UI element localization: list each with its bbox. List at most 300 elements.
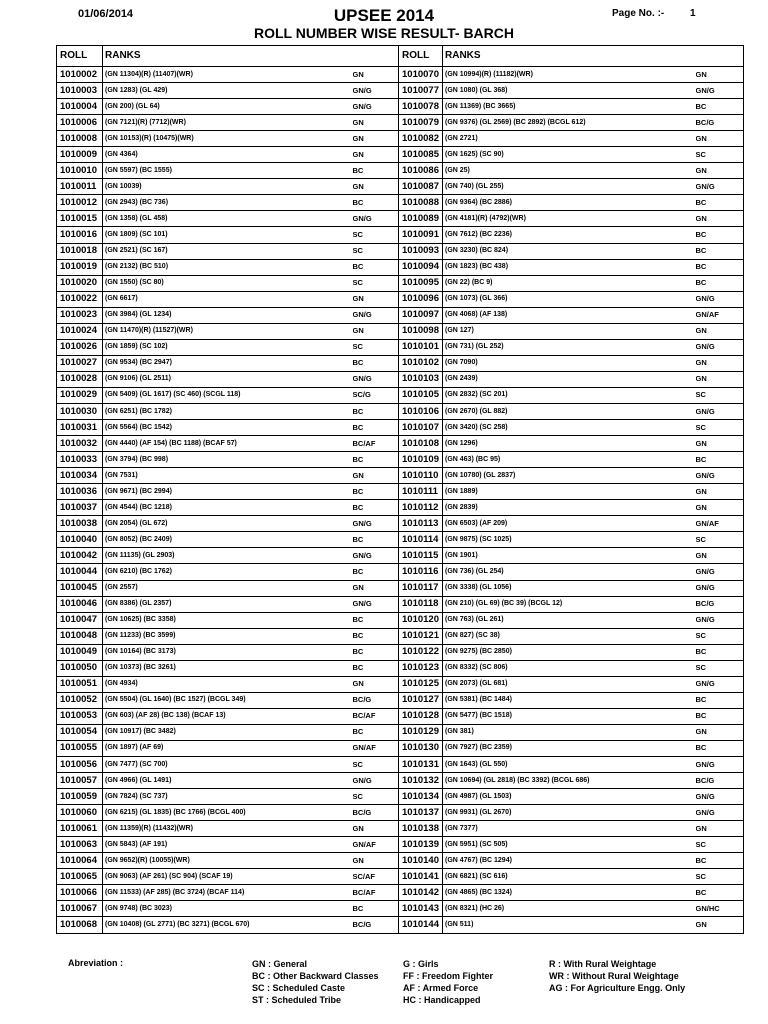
table-row xyxy=(57,307,399,323)
abbreviation-item: AG : For Agriculture Engg. Only xyxy=(549,983,686,993)
roll-column-header: ROLL xyxy=(399,46,443,67)
table-row xyxy=(399,163,744,179)
roll-number: 1010048 xyxy=(57,628,103,644)
rank-details: (GN 2670) (GL 882) xyxy=(443,403,696,419)
category: GN xyxy=(353,676,399,692)
category: BC xyxy=(696,708,744,724)
roll-number: 1010056 xyxy=(57,757,103,773)
rank-details: (GN 6251) (BC 1782) xyxy=(103,403,353,419)
rank-details: (GN 2132) (BC 510) xyxy=(103,259,353,275)
abbreviation-item: WR : Without Rural Weightage xyxy=(549,971,679,981)
category: BC xyxy=(696,692,744,708)
table-row xyxy=(57,708,399,724)
roll-number: 1010054 xyxy=(57,724,103,740)
table-row xyxy=(399,387,744,403)
rank-details: (GN 3420) (SC 258) xyxy=(443,420,696,436)
roll-number: 1010004 xyxy=(57,99,103,115)
roll-number: 1010082 xyxy=(399,131,443,147)
roll-number: 1010011 xyxy=(57,179,103,195)
table-row xyxy=(57,612,399,628)
category: GN xyxy=(353,179,399,195)
rank-details: (GN 4767) (BC 1294) xyxy=(443,853,696,869)
category: SC xyxy=(696,869,744,885)
category: GN/G xyxy=(696,676,744,692)
table-row xyxy=(399,869,744,885)
table-row xyxy=(57,660,399,676)
rank-details: (GN 9063) (AF 261) (SC 904) (SCAF 19) xyxy=(103,869,353,885)
rank-details: (GN 7377) xyxy=(443,821,696,837)
table-row xyxy=(399,307,744,323)
rank-details: (GN 10994)(R) (11182)(WR) xyxy=(443,67,696,83)
category: GN/G xyxy=(353,371,399,387)
roll-number: 1010042 xyxy=(57,548,103,564)
category: BC/AF xyxy=(353,885,399,901)
roll-number: 1010143 xyxy=(399,901,443,917)
roll-number: 1010012 xyxy=(57,195,103,211)
rank-details: (GN 4068) (AF 138) xyxy=(443,307,696,323)
category: GN xyxy=(353,131,399,147)
table-row xyxy=(399,179,744,195)
table-row xyxy=(399,115,744,131)
table-row xyxy=(57,821,399,837)
roll-number: 1010108 xyxy=(399,436,443,452)
category: GN xyxy=(696,323,744,339)
category: BC xyxy=(696,259,744,275)
roll-number: 1010015 xyxy=(57,211,103,227)
category: BC xyxy=(696,452,744,468)
rank-details: (GN 200) (GL 64) xyxy=(103,99,353,115)
table-row xyxy=(399,837,744,853)
category: GN/G xyxy=(353,548,399,564)
rank-details: (GN 2832) (SC 201) xyxy=(443,387,696,403)
roll-number: 1010141 xyxy=(399,869,443,885)
abbreviation-item: R : With Rural Weightage xyxy=(549,959,657,969)
category: BC/AF xyxy=(353,436,399,452)
table-row xyxy=(57,757,399,773)
category: GN/G xyxy=(353,307,399,323)
roll-number: 1010064 xyxy=(57,853,103,869)
table-row xyxy=(57,740,399,756)
rank-details: (GN 2839) xyxy=(443,500,696,516)
roll-number: 1010023 xyxy=(57,307,103,323)
roll-number: 1010088 xyxy=(399,195,443,211)
category: BC/AF xyxy=(353,708,399,724)
roll-number: 1010068 xyxy=(57,917,103,933)
category: GN xyxy=(696,67,744,83)
table-row xyxy=(57,323,399,339)
table-row xyxy=(57,516,399,532)
table-row xyxy=(399,917,744,933)
table-row xyxy=(57,853,399,869)
ranks-column-header: RANKS xyxy=(443,46,696,67)
table-row xyxy=(399,291,744,307)
roll-number: 1010105 xyxy=(399,387,443,403)
roll-number: 1010055 xyxy=(57,740,103,756)
table-row xyxy=(399,67,744,83)
category: BC xyxy=(696,227,744,243)
table-row xyxy=(399,259,744,275)
rank-details: (GN 736) (GL 254) xyxy=(443,564,696,580)
roll-column-header: ROLL xyxy=(57,46,103,67)
rank-details: (GN 10164) (BC 3173) xyxy=(103,644,353,660)
table-row xyxy=(57,596,399,612)
table-row xyxy=(57,275,399,291)
rank-details: (GN 22) (BC 9) xyxy=(443,275,696,291)
roll-number: 1010077 xyxy=(399,83,443,99)
rank-details: (GN 210) (GL 69) (BC 39) (BCGL 12) xyxy=(443,596,696,612)
table-row xyxy=(399,901,744,917)
table-row xyxy=(399,789,744,805)
rank-details: (GN 4934) xyxy=(103,676,353,692)
table-row xyxy=(57,837,399,853)
category: SC xyxy=(353,339,399,355)
table-row xyxy=(57,387,399,403)
category: GN xyxy=(696,371,744,387)
table-row xyxy=(399,355,744,371)
page-label: Page No. :- xyxy=(612,8,665,19)
category: GN xyxy=(696,500,744,516)
roll-number: 1010109 xyxy=(399,452,443,468)
roll-number: 1010129 xyxy=(399,724,443,740)
rank-details: (GN 4544) (BC 1218) xyxy=(103,500,353,516)
rank-details: (GN 2054) (GL 672) xyxy=(103,516,353,532)
table-row xyxy=(399,548,744,564)
table-row xyxy=(399,211,744,227)
table-row xyxy=(399,821,744,837)
table-row xyxy=(57,628,399,644)
table-row xyxy=(57,291,399,307)
category: GN/G xyxy=(353,773,399,789)
roll-number: 1010006 xyxy=(57,115,103,131)
roll-number: 1010022 xyxy=(57,291,103,307)
table-row xyxy=(57,227,399,243)
category: BC xyxy=(696,275,744,291)
table-row xyxy=(399,805,744,821)
rank-details: (GN 11359)(R) (11432)(WR) xyxy=(103,821,353,837)
category: BC/G xyxy=(696,596,744,612)
category-column-header xyxy=(696,46,744,67)
rank-details: (GN 2439) xyxy=(443,371,696,387)
rank-details: (GN 603) (AF 28) (BC 138) (BCAF 13) xyxy=(103,708,353,724)
roll-number: 1010093 xyxy=(399,243,443,259)
roll-number: 1010128 xyxy=(399,708,443,724)
roll-number: 1010087 xyxy=(399,179,443,195)
table-row xyxy=(399,644,744,660)
roll-number: 1010113 xyxy=(399,516,443,532)
category: GN/G xyxy=(353,516,399,532)
category: GN/AF xyxy=(696,516,744,532)
rank-details: (GN 10153)(R) (10475)(WR) xyxy=(103,131,353,147)
table-row xyxy=(57,147,399,163)
category: BC xyxy=(353,724,399,740)
rank-details: (GN 827) (SC 38) xyxy=(443,628,696,644)
roll-number: 1010134 xyxy=(399,789,443,805)
category: GN xyxy=(696,724,744,740)
rank-details: (GN 9875) (SC 1025) xyxy=(443,532,696,548)
roll-number: 1010114 xyxy=(399,532,443,548)
rank-details: (GN 6210) (BC 1762) xyxy=(103,564,353,580)
rank-details: (GN 1625) (SC 90) xyxy=(443,147,696,163)
table-row xyxy=(57,243,399,259)
roll-number: 1010131 xyxy=(399,757,443,773)
rank-details: (GN 1073) (GL 366) xyxy=(443,291,696,307)
rank-details: (GN 9275) (BC 2850) xyxy=(443,644,696,660)
category: BC xyxy=(353,628,399,644)
roll-number: 1010003 xyxy=(57,83,103,99)
roll-number: 1010066 xyxy=(57,885,103,901)
category: BC xyxy=(353,564,399,580)
roll-number: 1010029 xyxy=(57,387,103,403)
table-row xyxy=(399,339,744,355)
category: GN/G xyxy=(696,580,744,596)
rank-details: (GN 9748) (BC 3023) xyxy=(103,901,353,917)
rank-details: (GN 511) xyxy=(443,917,696,933)
table-row xyxy=(399,660,744,676)
rank-details: (GN 463) (BC 95) xyxy=(443,452,696,468)
table-row xyxy=(57,869,399,885)
roll-number: 1010050 xyxy=(57,660,103,676)
category: GN/HC xyxy=(696,901,744,917)
rank-details: (GN 1897) (AF 69) xyxy=(103,740,353,756)
table-row xyxy=(57,885,399,901)
table-row xyxy=(57,83,399,99)
category: GN/G xyxy=(353,99,399,115)
abbreviation-item: BC : Other Backward Classes xyxy=(252,971,379,981)
category: GN/G xyxy=(696,83,744,99)
roll-number: 1010008 xyxy=(57,131,103,147)
roll-number: 1010018 xyxy=(57,243,103,259)
table-row xyxy=(57,580,399,596)
table-row xyxy=(57,532,399,548)
roll-number: 1010142 xyxy=(399,885,443,901)
table-row xyxy=(399,612,744,628)
category: GN xyxy=(696,436,744,452)
rank-details: (GN 2521) (SC 167) xyxy=(103,243,353,259)
category: GN/AF xyxy=(353,740,399,756)
category: SC/AF xyxy=(353,869,399,885)
category: SC/G xyxy=(353,387,399,403)
roll-number: 1010103 xyxy=(399,371,443,387)
roll-number: 1010085 xyxy=(399,147,443,163)
rank-details: (GN 5504) (GL 1640) (BC 1527) (BCGL 349) xyxy=(103,692,353,708)
roll-number: 1010033 xyxy=(57,452,103,468)
roll-number: 1010052 xyxy=(57,692,103,708)
roll-number: 1010112 xyxy=(399,500,443,516)
table-row xyxy=(57,420,399,436)
rank-details: (GN 8321) (HC 26) xyxy=(443,901,696,917)
category: GN xyxy=(696,821,744,837)
rank-details: (GN 9364) (BC 2886) xyxy=(443,195,696,211)
table-row xyxy=(399,227,744,243)
abbreviation-list-2 xyxy=(403,958,493,1006)
category: BC xyxy=(696,740,744,756)
roll-number: 1010019 xyxy=(57,259,103,275)
category: GN xyxy=(696,355,744,371)
category: GN xyxy=(353,67,399,83)
roll-number: 1010046 xyxy=(57,596,103,612)
rank-details: (GN 731) (GL 252) xyxy=(443,339,696,355)
category: SC xyxy=(353,275,399,291)
rank-details: (GN 7090) xyxy=(443,355,696,371)
abbreviation-list-3 xyxy=(549,958,685,994)
rank-details: (GN 11369) (BC 3665) xyxy=(443,99,696,115)
roll-number: 1010028 xyxy=(57,371,103,387)
table-row xyxy=(399,692,744,708)
roll-number: 1010060 xyxy=(57,805,103,821)
roll-number: 1010117 xyxy=(399,580,443,596)
category: GN xyxy=(353,115,399,131)
category: SC xyxy=(696,837,744,853)
roll-number: 1010139 xyxy=(399,837,443,853)
table-row xyxy=(57,676,399,692)
category: BC xyxy=(353,660,399,676)
rank-details: (GN 10694) (GL 2818) (BC 3392) (BCGL 686) xyxy=(443,773,696,789)
category: BC/G xyxy=(353,917,399,933)
rank-details: (GN 5564) (BC 1542) xyxy=(103,420,353,436)
category: SC xyxy=(353,227,399,243)
table-row xyxy=(57,436,399,452)
table-row xyxy=(57,259,399,275)
rank-details: (GN 11304)(R) (11407)(WR) xyxy=(103,67,353,83)
rank-details: (GN 8386) (GL 2357) xyxy=(103,596,353,612)
rank-details: (GN 1809) (SC 101) xyxy=(103,227,353,243)
category: SC xyxy=(696,628,744,644)
rank-details: (GN 7612) (BC 2236) xyxy=(443,227,696,243)
roll-number: 1010045 xyxy=(57,580,103,596)
rank-details: (GN 127) xyxy=(443,323,696,339)
category: SC xyxy=(353,757,399,773)
rank-details: (GN 5597) (BC 1555) xyxy=(103,163,353,179)
category: SC xyxy=(696,147,744,163)
table-row xyxy=(399,773,744,789)
roll-number: 1010067 xyxy=(57,901,103,917)
roll-number: 1010089 xyxy=(399,211,443,227)
category: BC xyxy=(353,901,399,917)
roll-number: 1010026 xyxy=(57,339,103,355)
rank-details: (GN 11135) (GL 2903) xyxy=(103,548,353,564)
table-row xyxy=(57,67,399,83)
table-row xyxy=(57,339,399,355)
category: GN xyxy=(353,580,399,596)
table-row xyxy=(57,724,399,740)
rank-details: (GN 11533) (AF 285) (BC 3724) (BCAF 114) xyxy=(103,885,353,901)
roll-number: 1010061 xyxy=(57,821,103,837)
roll-number: 1010094 xyxy=(399,259,443,275)
rank-details: (GN 7477) (SC 700) xyxy=(103,757,353,773)
roll-number: 1010024 xyxy=(57,323,103,339)
category: BC xyxy=(353,163,399,179)
rank-details: (GN 1823) (BC 438) xyxy=(443,259,696,275)
rank-details: (GN 8332) (SC 806) xyxy=(443,660,696,676)
category: SC xyxy=(696,660,744,676)
table-row xyxy=(57,355,399,371)
table-row xyxy=(57,468,399,484)
table-row xyxy=(399,596,744,612)
rank-details: (GN 6503) (AF 209) xyxy=(443,516,696,532)
rank-details: (GN 4440) (AF 154) (BC 1188) (BCAF 57) xyxy=(103,436,353,452)
rank-details: (GN 4364) xyxy=(103,147,353,163)
rank-details: (GN 9106) (GL 2511) xyxy=(103,371,353,387)
rank-details: (GN 1296) xyxy=(443,436,696,452)
category: BC xyxy=(696,853,744,869)
category: BC xyxy=(696,644,744,660)
category: SC xyxy=(353,243,399,259)
rank-details: (GN 10780) (GL 2837) xyxy=(443,468,696,484)
category: GN xyxy=(696,163,744,179)
roll-number: 1010101 xyxy=(399,339,443,355)
roll-number: 1010127 xyxy=(399,692,443,708)
table-row xyxy=(57,805,399,821)
roll-number: 1010091 xyxy=(399,227,443,243)
category: GN xyxy=(353,147,399,163)
category: GN/G xyxy=(353,83,399,99)
rank-details: (GN 9652)(R) (10055)(WR) xyxy=(103,853,353,869)
roll-number: 1010049 xyxy=(57,644,103,660)
category: GN xyxy=(353,821,399,837)
roll-number: 1010111 xyxy=(399,484,443,500)
rank-details: (GN 3984) (GL 1234) xyxy=(103,307,353,323)
roll-number: 1010097 xyxy=(399,307,443,323)
abbreviation-item: ST : Scheduled Tribe xyxy=(252,995,342,1005)
rank-details: (GN 9376) (GL 2569) (BC 2892) (BCGL 612) xyxy=(443,115,696,131)
roll-number: 1010121 xyxy=(399,628,443,644)
category: GN xyxy=(353,323,399,339)
roll-number: 1010102 xyxy=(399,355,443,371)
roll-number: 1010107 xyxy=(399,420,443,436)
category: GN/G xyxy=(696,805,744,821)
rank-details: (GN 763) (GL 261) xyxy=(443,612,696,628)
roll-number: 1010115 xyxy=(399,548,443,564)
category: SC xyxy=(696,420,744,436)
category: BC xyxy=(353,644,399,660)
rank-details: (GN 10625) (BC 3358) xyxy=(103,612,353,628)
table-row xyxy=(57,99,399,115)
table-row xyxy=(57,692,399,708)
results-table-right xyxy=(398,45,744,934)
abbreviation-item: FF : Freedom Fighter xyxy=(403,971,493,981)
category: BC xyxy=(353,500,399,516)
roll-number: 1010070 xyxy=(399,67,443,83)
rank-details: (GN 11233) (BC 3599) xyxy=(103,628,353,644)
rank-details: (GN 6617) xyxy=(103,291,353,307)
table-row xyxy=(399,131,744,147)
rank-details: (GN 1080) (GL 368) xyxy=(443,83,696,99)
rank-details: (GN 10373) (BC 3261) xyxy=(103,660,353,676)
roll-number: 1010032 xyxy=(57,436,103,452)
rank-details: (GN 5477) (BC 1518) xyxy=(443,708,696,724)
category: BC xyxy=(353,259,399,275)
rank-details: (GN 10408) (GL 2771) (BC 3271) (BCGL 670) xyxy=(103,917,353,933)
category: SC xyxy=(696,532,744,548)
category: SC xyxy=(696,387,744,403)
rank-details: (GN 5381) (BC 1484) xyxy=(443,692,696,708)
rank-details: (GN 8052) (BC 2409) xyxy=(103,532,353,548)
roll-number: 1010132 xyxy=(399,773,443,789)
rank-details: (GN 4181)(R) (4792)(WR) xyxy=(443,211,696,227)
table-row xyxy=(57,115,399,131)
rank-details: (GN 9534) (BC 2947) xyxy=(103,355,353,371)
table-row xyxy=(57,548,399,564)
table-row xyxy=(57,403,399,419)
category: BC xyxy=(696,243,744,259)
category: BC xyxy=(353,420,399,436)
rank-details: (GN 4987) (GL 1503) xyxy=(443,789,696,805)
roll-number: 1010057 xyxy=(57,773,103,789)
roll-number: 1010030 xyxy=(57,403,103,419)
abbreviation-label: Abreviation : xyxy=(68,958,124,968)
roll-number: 1010086 xyxy=(399,163,443,179)
category: GN/AF xyxy=(353,837,399,853)
